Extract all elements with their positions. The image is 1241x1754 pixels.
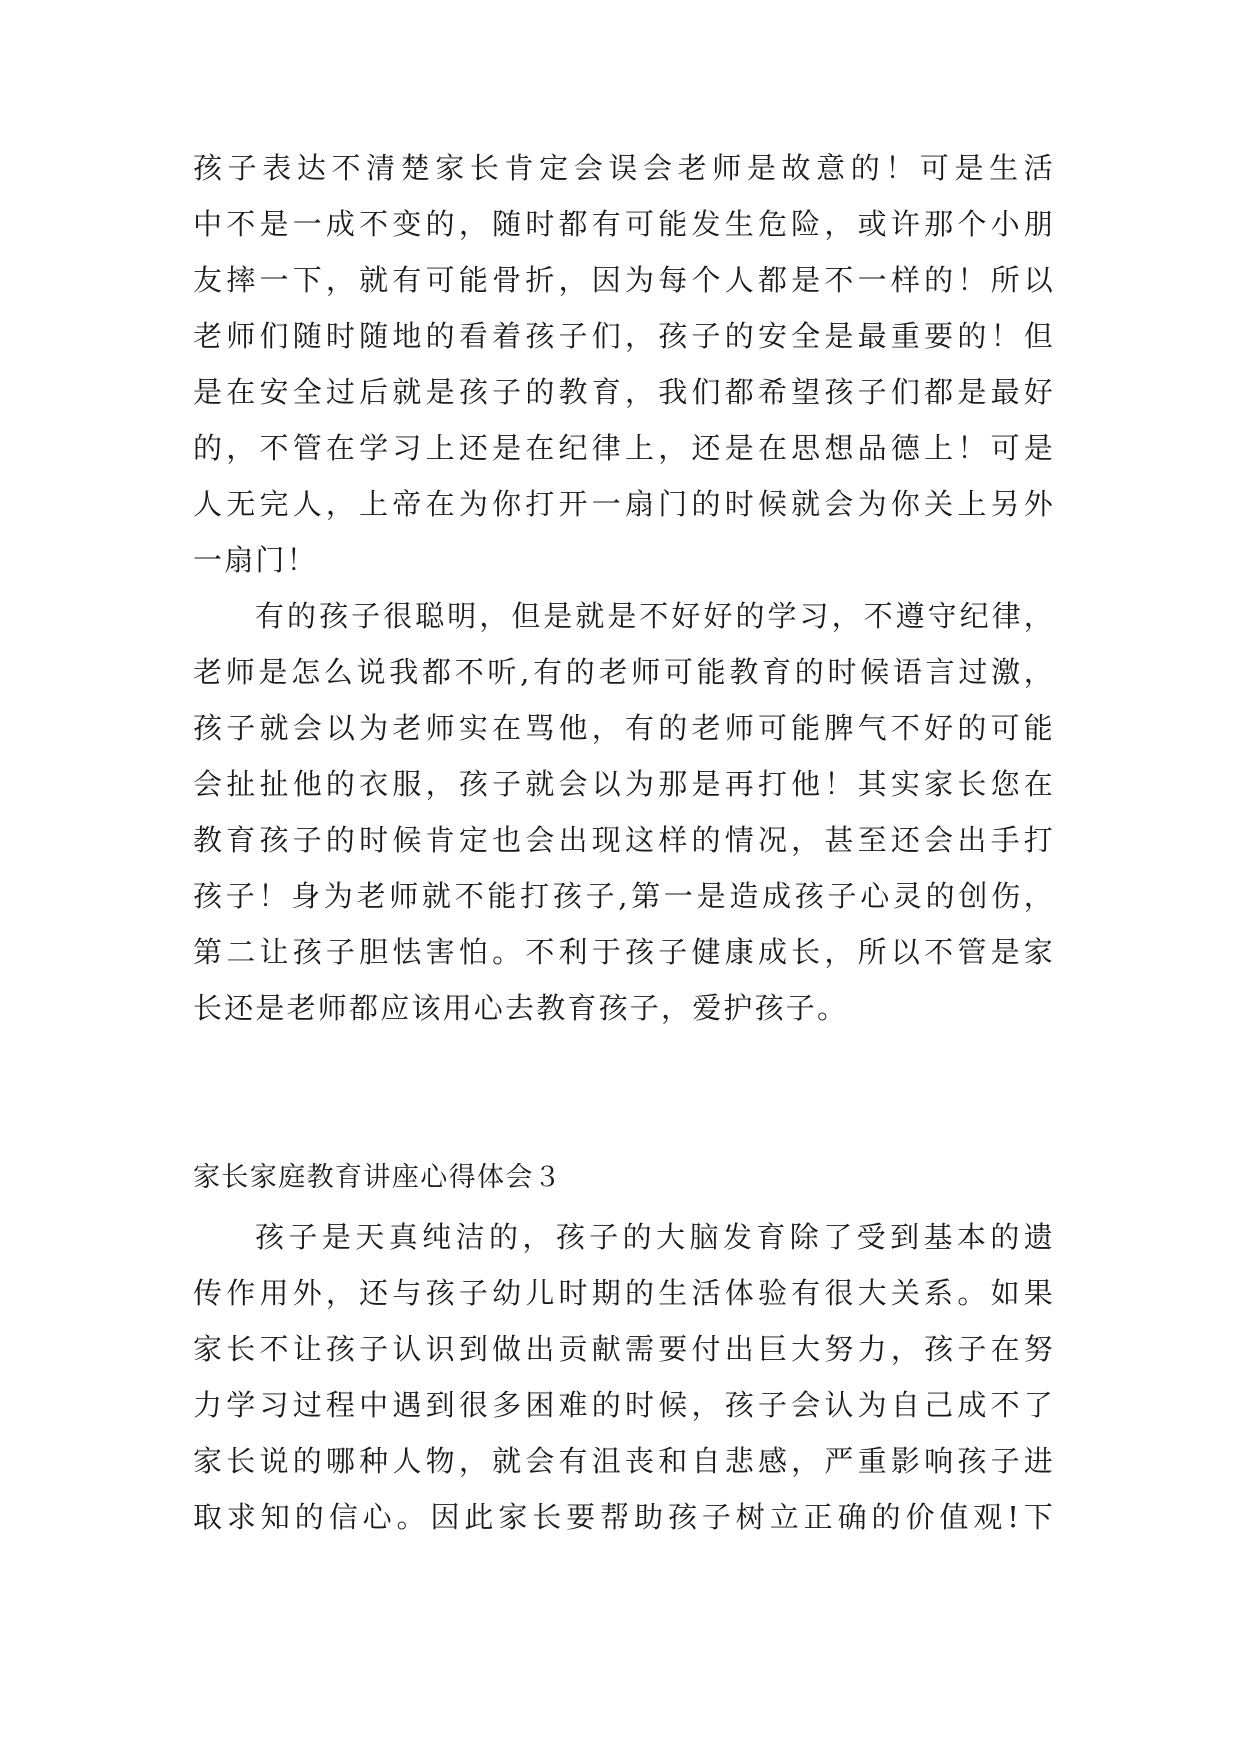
- paragraph-line: 取求知的信心。因此家长要帮助孩子树立正确的价值观!下: [193, 1500, 1055, 1534]
- paragraph-1: [193, 140, 1055, 588]
- paragraph-line: 老师们随时随地的看着孩子们，孩子的安全是最重要的！但: [193, 319, 1055, 353]
- paragraph-line: 中不是一成不变的，随时都有可能发生危险，或许那个小朋: [193, 207, 1055, 241]
- paragraph-line: 传作用外，还与孩子幼儿时期的生活体验有很大关系。如果: [193, 1276, 1055, 1310]
- paragraph-line: 孩子是天真纯洁的，孩子的大脑发育除了受到基本的遗: [255, 1220, 1055, 1254]
- paragraph-line: 老师是怎么说我都不听,有的老师可能教育的时候语言过激，: [193, 655, 1055, 689]
- paragraph-2: [193, 588, 1055, 1036]
- paragraph-line: 长还是老师都应该用心去教育孩子，爱护孩子。: [193, 991, 849, 1025]
- paragraph-3: [193, 1209, 1055, 1545]
- paragraph-line: 的，不管在学习上还是在纪律上，还是在思想品德上！可是: [193, 431, 1055, 465]
- paragraph-line: 孩子！身为老师就不能打孩子,第一是造成孩子心灵的创伤，: [193, 879, 1055, 913]
- paragraph-line: 孩子表达不清楚家长肯定会误会老师是故意的！可是生活: [193, 151, 1055, 185]
- paragraph-line: 孩子就会以为老师实在骂他，有的老师可能脾气不好的可能: [193, 711, 1055, 745]
- paragraph-line: 家长说的哪种人物，就会有沮丧和自悲感，严重影响孩子进: [193, 1444, 1055, 1478]
- paragraph-line: 家长不让孩子认识到做出贡献需要付出巨大努力，孩子在努: [193, 1332, 1055, 1366]
- section-heading-block: [193, 1150, 1055, 1206]
- paragraph-line: 教育孩子的时候肯定也会出现这样的情况，甚至还会出手打: [193, 823, 1055, 857]
- paragraph-line: 力学习过程中遇到很多困难的时候，孩子会认为自己成不了: [193, 1388, 1055, 1422]
- paragraph-line: 一扇门！: [193, 543, 318, 577]
- paragraph-line: 是在安全过后就是孩子的教育，我们都希望孩子们都是最好: [193, 375, 1055, 409]
- paragraph-line: 会扯扯他的衣服，孩子就会以为那是再打他！其实家长您在: [193, 767, 1055, 801]
- paragraph-line: 人无完人，上帝在为你打开一扇门的时候就会为你关上另外: [193, 487, 1055, 521]
- paragraph-line: 有的孩子很聪明，但是就是不好好的学习，不遵守纪律，: [255, 599, 1055, 633]
- paragraph-line: 友摔一下，就有可能骨折，因为每个人都是不一样的！所以: [193, 263, 1055, 297]
- paragraph-line: 第二让孩子胆怯害怕。不利于孩子健康成长，所以不管是家: [193, 935, 1055, 969]
- section-heading: 家长家庭教育讲座心得体会３: [193, 1162, 563, 1193]
